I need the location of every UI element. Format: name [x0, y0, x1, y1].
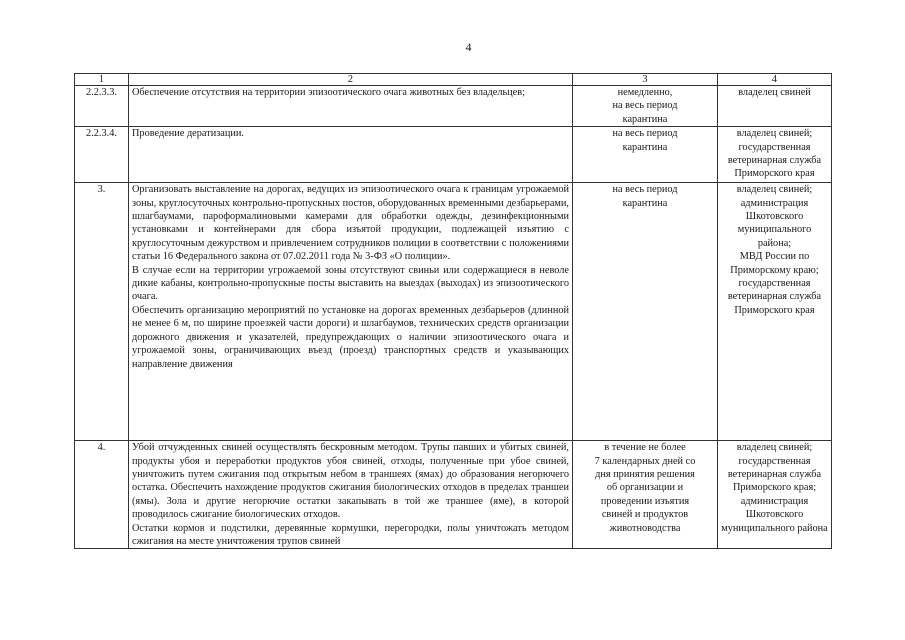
- responsible-line: государственная: [738, 455, 811, 467]
- responsible-line: муниципального района;: [737, 224, 812, 249]
- table-row: [75, 86, 832, 127]
- responsible-line: администрация: [740, 495, 809, 507]
- responsible-line: ветеринарная служба: [727, 291, 822, 303]
- term-line: 7 календарных дней со: [594, 455, 696, 467]
- measure-description: [129, 183, 573, 441]
- responsible-line: муниципального района: [721, 522, 828, 534]
- responsible-line: владелец свиней;: [736, 184, 813, 196]
- item-number: 2.2.3.3.: [75, 86, 129, 127]
- responsible-line: ветеринарная служба: [727, 155, 822, 167]
- execution-term: [573, 441, 718, 549]
- responsible-line: владелец свиней: [738, 87, 811, 98]
- responsible-line: Шкотовского: [745, 509, 804, 521]
- responsible-line: государственная: [738, 278, 811, 290]
- responsible-line: Приморского края: [734, 304, 815, 316]
- header-col-1: 1: [75, 74, 129, 86]
- measure-paragraph: Проведение дератизации.: [132, 128, 244, 140]
- execution-term: [573, 127, 718, 183]
- term-line: карантина: [622, 141, 668, 153]
- table-row: [75, 183, 832, 441]
- responsible-parties: [718, 441, 832, 549]
- responsible-line: Приморскому краю;: [730, 264, 819, 276]
- responsible-line: владелец свиней;: [736, 128, 813, 140]
- measure-description: [129, 127, 573, 183]
- responsible-line: Шкотовского: [745, 211, 804, 223]
- term-line: на весь период: [612, 128, 678, 140]
- measure-paragraph: Убой отчужденных свиней осуществлять бескровным методом. Трупы павших и убитых свиней, продукты убоя и переработки продуктов убоя свиней, отходы, полученные при убое свиней, уничтожить путем сжигания под открытым небом в траншеях (ямах) до образования негорючего остатка. Обеспечить нахождение продуктов сжигания биологических отходов в пределах траншеи (ямы). Зола и другие негорючие остатки закапывать в той же траншее (яме), в которой проводилось сжигание биологических отходов.: [132, 442, 569, 521]
- measure-paragraph: Обеспечить организацию мероприятий по установке на дорогах временных дезбарьеров (длинной не менее 6 м, по ширине проезжей части дороги) и шлагбаумов, технических средств организации дорожного движения и указателей, предупреждающих о наличии эпизоотического очага и угрожаемой зоны, ограничивающих въезд (проезд) транспортных средств и указывающих направление движения: [132, 304, 569, 370]
- term-line: на весь период: [612, 100, 678, 112]
- header-col-3: 3: [573, 74, 718, 86]
- responsible-line: государственная: [738, 141, 811, 153]
- measures-table: [74, 73, 832, 549]
- header-col-2: 2: [129, 74, 573, 86]
- term-line: об организации и: [606, 482, 684, 494]
- execution-term: [573, 86, 718, 127]
- term-line: карантина: [622, 113, 668, 125]
- responsible-line: Приморского края;: [732, 482, 817, 494]
- table-header-row: [75, 74, 832, 86]
- responsible-line: владелец свиней;: [736, 442, 813, 454]
- measure-paragraph: Обеспечение отсутствия на территории эпизоотического очага животных без владельцев;: [132, 87, 525, 98]
- term-line: на весь период: [612, 184, 678, 196]
- term-line: немедленно,: [617, 87, 673, 98]
- responsible-parties: [718, 127, 832, 183]
- term-line: в течение не более: [604, 442, 686, 454]
- term-line: проведении изъятия: [600, 495, 690, 507]
- header-col-4: 4: [718, 74, 832, 86]
- measure-paragraph: Организовать выставление на дорогах, ведущих из эпизоотического очага к границам угрожаемой зоны, круглосуточных контрольно-пропускных постов, оборудованных временными дезбарьерами, шлагбаумами, пароформалиновыми камерами для обработки одежды, дезинфекционными установками и контейнерами для сбора изъятой продукции, подлежащей изъятию с круглосуточным дежурством и привлечением сотрудников полиции в соответствии с положениями статьи 16 Федерального закона от 07.02.2011 года № 3-ФЗ «О полиции».: [132, 184, 569, 263]
- table-row: [75, 441, 832, 549]
- page-number: 4: [465, 40, 472, 54]
- term-line: животноводства: [609, 522, 681, 534]
- responsible-line: ветеринарная служба: [727, 469, 822, 481]
- measure-paragraph: Остатки кормов и подстилки, деревянные кормушки, перегородки, полы уничтожать методом сжигания на месте уничтожения трупов свиней: [132, 522, 569, 548]
- term-line: свиней и продуктов: [601, 509, 689, 521]
- item-number: 4.: [75, 441, 129, 549]
- responsible-line: администрация: [740, 197, 809, 209]
- measure-description: [129, 441, 573, 549]
- term-line: дня принятия решения: [595, 469, 695, 481]
- measure-paragraph: В случае если на территории угрожаемой зоны отсутствуют свиньи или содержащиеся в неволе дикие кабаны, контрольно-пропускные посты выставить на выездах (выходах) из эпизоотического очага.: [132, 264, 569, 303]
- execution-term: [573, 183, 718, 441]
- responsible-parties: [718, 183, 832, 441]
- measure-description: [129, 86, 573, 127]
- term-line: карантина: [622, 197, 668, 209]
- item-number: 2.2.3.4.: [75, 127, 129, 183]
- responsible-line: Приморского края: [734, 168, 815, 180]
- responsible-parties: [718, 86, 832, 127]
- item-number: 3.: [75, 183, 129, 441]
- responsible-line: МВД России по: [739, 251, 810, 263]
- table-row: [75, 127, 832, 183]
